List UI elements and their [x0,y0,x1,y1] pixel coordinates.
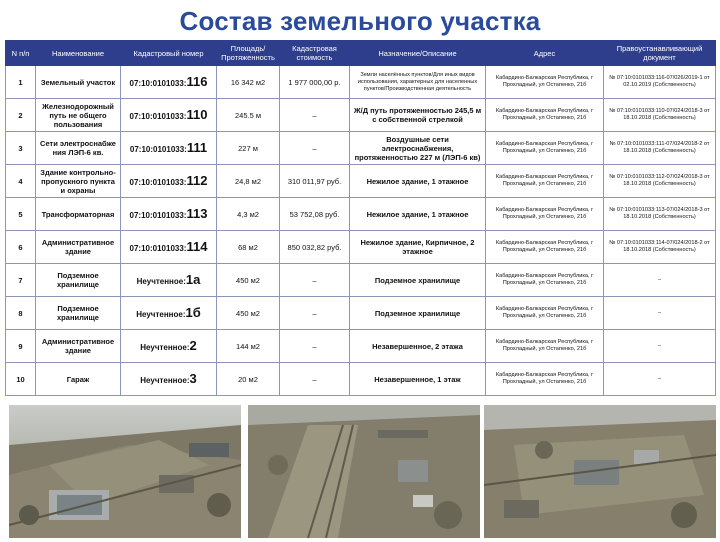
row-area: 450 м2 [217,297,280,330]
table-row [6,132,716,165]
row-address: Кабардино-Балкарская Республика, г Прохладный, ул Остапенко, 21б [486,198,604,231]
row-number: 4 [6,165,36,198]
row-address: Кабардино-Балкарская Республика, г Прохладный, ул Остапенко, 21б [486,264,604,297]
table-row [6,363,716,396]
cadastral-suffix: 3 [189,370,197,386]
cadastral-prefix: 07:10:0101033: [129,78,187,88]
cadastral-prefix: 07:10:0101033: [129,111,187,121]
row-cadastral [121,198,217,231]
row-cost: 850 032,82 руб. [280,231,350,264]
cadastral-suffix: 1а [185,271,201,287]
row-description: Воздушные сети электроснабжения, протяженностью 227 м (ЛЭП-6 кв) [350,132,486,165]
row-number: 7 [6,264,36,297]
land-composition-table [5,40,716,396]
row-description: Нежилое здание, 1 этажное [350,165,486,198]
row-area: 20 м2 [217,363,280,396]
table-row [6,297,716,330]
row-address: Кабардино-Балкарская Республика, г Прохладный, ул Остапенко, 21б [486,231,604,264]
row-cadastral [121,231,217,264]
row-name: Административное здание [36,330,121,363]
row-area: 68 м2 [217,231,280,264]
row-name: Трансформаторная [36,198,121,231]
row-document: № 07:10:0101033:113-07/024/2018-3 от 18.10.2018 (Собственность) [604,198,716,231]
aerial-photo-1 [9,405,241,538]
cadastral-suffix: 1б [185,304,201,320]
header-area: Площадь/ Протяженность [217,41,280,66]
row-cadastral [121,330,217,363]
cadastral-suffix: 2 [189,337,197,353]
row-number: 8 [6,297,36,330]
row-cost: 1 977 000,00 р. [280,66,350,99]
row-name: Подземное хранилище [36,297,121,330]
row-name: Гараж [36,363,121,396]
cadastral-suffix: 110 [186,106,208,122]
row-document: № 07:10:0101033:111-07/024/2018-2 от 18.10.2018 (Собственность) [604,132,716,165]
row-address: Кабардино-Балкарская Республика, г Прохладный, ул Остапенко, 21б [486,66,604,99]
row-description: Земли населённых пунктов/Для иных видов использования, характерных для населенных пунктов/Производственная деятельность [350,66,486,99]
row-name: Железнодорожный путь не общего пользования [36,99,121,132]
aerial-photo-2 [248,405,480,538]
row-description: Нежилое здание, 1 этажное [350,198,486,231]
header-cadastral-cost: Кадастровая стоимость [280,41,350,66]
table-row [6,264,716,297]
header-name: Наименование [36,41,121,66]
row-cost: 310 011,97 руб. [280,165,350,198]
table-row [6,165,716,198]
page-title: Состав земельного участка [179,6,541,36]
cadastral-suffix: 111 [186,139,208,155]
row-number: 9 [6,330,36,363]
row-name: Здание контрольно-пропускного пункта и охраны [36,165,121,198]
row-document: № 07:10:0101033:114-07/024/2018-2 от 18.10.2018 (Собственность) [604,231,716,264]
row-name: Подземное хранилище [36,264,121,297]
cadastral-suffix: 112 [186,172,208,188]
row-cost: – [280,330,350,363]
row-address: Кабардино-Балкарская Республика, г Прохладный, ул Остапенко, 21б [486,363,604,396]
table-row [6,231,716,264]
header-number: N п/п [6,41,36,66]
row-number: 1 [6,66,36,99]
row-area: 16 342 м2 [217,66,280,99]
row-area: 24,8 м2 [217,165,280,198]
row-document: – [604,363,716,396]
row-cost: – [280,297,350,330]
row-cost: – [280,363,350,396]
row-name: Административное здание [36,231,121,264]
row-cadastral [121,297,217,330]
row-address: Кабардино-Балкарская Республика, г Прохладный, ул Остапенко, 21б [486,99,604,132]
header-document: Правоустанавливающий документ [604,41,716,66]
row-number: 10 [6,363,36,396]
row-cost: – [280,132,350,165]
cadastral-prefix: 07:10:0101033: [129,210,187,220]
cadastral-prefix: 07:10:0101033: [129,144,187,154]
header-description: Назначение/Описание [350,41,486,66]
row-address: Кабардино-Балкарская Республика, г Прохладный, ул Остапенко, 21б [486,165,604,198]
cadastral-prefix: 07:10:0101033: [129,177,187,187]
cadastral-suffix: 113 [186,205,208,221]
aerial-photo-3 [484,405,716,538]
row-document: № 07:10:0101033:112-07/024/2018-3 от 18.10.2018 (Собственность) [604,165,716,198]
row-number: 3 [6,132,36,165]
header-address: Адрес [486,41,604,66]
cadastral-prefix: 07:10:0101033: [129,243,187,253]
row-number: 5 [6,198,36,231]
cadastral-prefix: Неучтенное: [140,375,190,385]
row-cadastral [121,99,217,132]
row-address: Кабардино-Балкарская Республика, г Прохладный, ул Остапенко, 21б [486,330,604,363]
row-area: 245.5 м [217,99,280,132]
row-document: – [604,264,716,297]
table-row [6,99,716,132]
cadastral-prefix: Неучтенное: [136,276,186,286]
row-area: 144 м2 [217,330,280,363]
cadastral-prefix: Неучтенное: [140,342,190,352]
row-description: Подземное хранилище [350,297,486,330]
row-cadastral [121,165,217,198]
cadastral-suffix: 114 [186,238,208,254]
row-cost: – [280,264,350,297]
cadastral-prefix: Неучтенное: [136,309,186,319]
row-number: 6 [6,231,36,264]
row-cadastral [121,66,217,99]
header-cadastral-number: Кадастровый номер [121,41,217,66]
table-row [6,66,716,99]
table-row [6,330,716,363]
row-area: 450 м2 [217,264,280,297]
row-number: 2 [6,99,36,132]
row-description: Незавершенное, 1 этаж [350,363,486,396]
row-description: Подземное хранилище [350,264,486,297]
row-document: № 07:10:0101033:110-07/024/2018-3 от 18.10.2018 (Собственность) [604,99,716,132]
row-description: Ж/Д путь протяженностью 245,5 м с собственной стрелкой [350,99,486,132]
row-cadastral [121,363,217,396]
aerial-photos [0,405,720,542]
row-address: Кабардино-Балкарская Республика, г Прохладный, ул Остапенко, 21б [486,132,604,165]
row-address: Кабардино-Балкарская Республика, г Прохладный, ул Остапенко, 21б [486,297,604,330]
row-description: Незавершенное, 2 этажа [350,330,486,363]
row-cadastral [121,264,217,297]
row-area: 227 м [217,132,280,165]
row-document: – [604,330,716,363]
table-header-row [6,41,716,66]
row-cost: – [280,99,350,132]
row-name: Сети электроснабже ния ЛЭП-6 кв. [36,132,121,165]
cadastral-suffix: 116 [186,73,208,89]
table-row [6,198,716,231]
row-cadastral [121,132,217,165]
row-document: – [604,297,716,330]
row-name: Земельный участок [36,66,121,99]
row-area: 4,3 м2 [217,198,280,231]
row-cost: 53 752,08 руб. [280,198,350,231]
row-document: № 07:10:0101033:116-07/026/2019-1 от 02.10.2019 (Собственность) [604,66,716,99]
row-description: Нежилое здание, Кирпичное, 2 этажное [350,231,486,264]
